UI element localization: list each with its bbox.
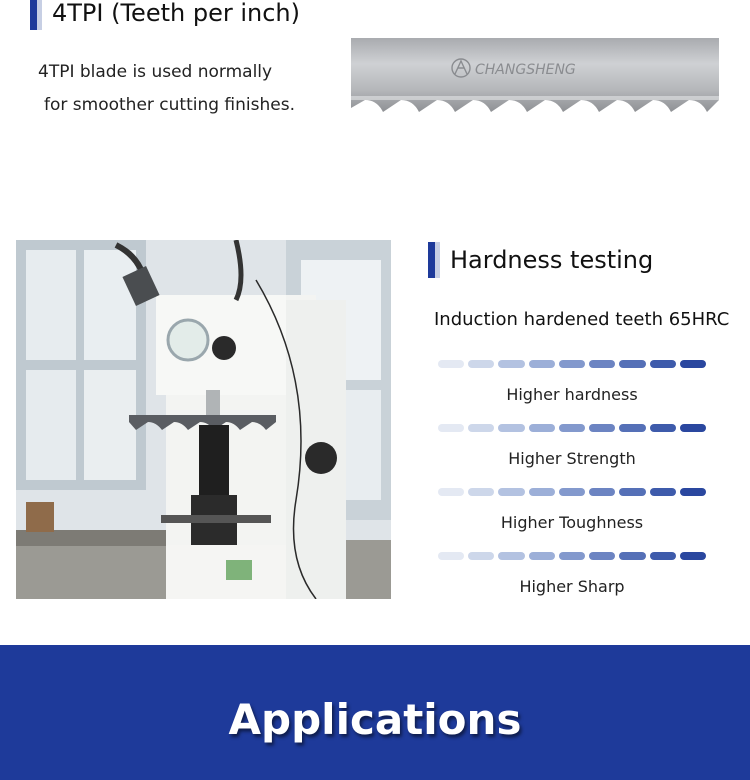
scale-segment — [498, 488, 524, 496]
property-label-hardness: Higher hardness — [506, 385, 638, 404]
bandsaw-blade-image — [351, 38, 719, 120]
scale-segment — [468, 360, 494, 368]
scale-segment — [650, 552, 676, 560]
hardness-scale-bar — [438, 360, 706, 368]
heading-marker — [428, 242, 440, 278]
heading-marker — [30, 0, 42, 30]
hardness-section-heading — [428, 242, 653, 278]
scale-segment — [680, 488, 706, 496]
scale-segment — [438, 424, 464, 432]
scale-segment — [619, 360, 645, 368]
applications-title: Applications — [228, 695, 522, 744]
scale-segment — [680, 552, 706, 560]
scale-segment — [589, 552, 615, 560]
scale-segment — [468, 424, 494, 432]
tpi-description — [38, 56, 295, 122]
tpi-description-line2: for smoother cutting finishes. — [44, 95, 295, 115]
scale-segment — [650, 360, 676, 368]
scale-segment — [529, 552, 555, 560]
scale-segment — [559, 488, 585, 496]
property-label-toughness: Higher Toughness — [500, 513, 644, 532]
scale-segment — [498, 424, 524, 432]
scale-segment — [559, 552, 585, 560]
scale-segment — [650, 424, 676, 432]
scale-segment — [589, 424, 615, 432]
scale-segment — [619, 488, 645, 496]
scale-segment — [438, 552, 464, 560]
scale-segment — [529, 360, 555, 368]
scale-segment — [680, 360, 706, 368]
scale-segment — [589, 488, 615, 496]
scale-segment — [559, 424, 585, 432]
toughness-scale-bar — [438, 488, 706, 496]
blade-brand-text: CHANGSHENG — [475, 62, 576, 78]
hardness-tester-photo — [16, 240, 391, 599]
property-label-strength: Higher Strength — [508, 449, 636, 468]
hardness-subtitle: Induction hardened teeth 65HRC — [434, 309, 730, 330]
scale-segment — [438, 360, 464, 368]
scale-segment — [498, 552, 524, 560]
scale-segment — [619, 424, 645, 432]
scale-segment — [468, 488, 494, 496]
scale-segment — [438, 488, 464, 496]
applications-banner — [0, 645, 750, 780]
strength-scale-bar — [438, 424, 706, 432]
scale-segment — [589, 360, 615, 368]
property-label-sharp: Higher Sharp — [519, 577, 625, 596]
scale-segment — [650, 488, 676, 496]
scale-segment — [680, 424, 706, 432]
scale-segment — [619, 552, 645, 560]
tpi-title: 4TPI (Teeth per inch) — [52, 0, 300, 27]
tpi-section-heading — [30, 0, 300, 30]
tpi-description-line1: 4TPI blade is used normally — [38, 62, 273, 82]
scale-segment — [529, 424, 555, 432]
scale-segment — [529, 488, 555, 496]
scale-segment — [559, 360, 585, 368]
hardness-title: Hardness testing — [450, 246, 654, 274]
scale-segment — [468, 552, 494, 560]
sharp-scale-bar — [438, 552, 706, 560]
scale-segment — [498, 360, 524, 368]
